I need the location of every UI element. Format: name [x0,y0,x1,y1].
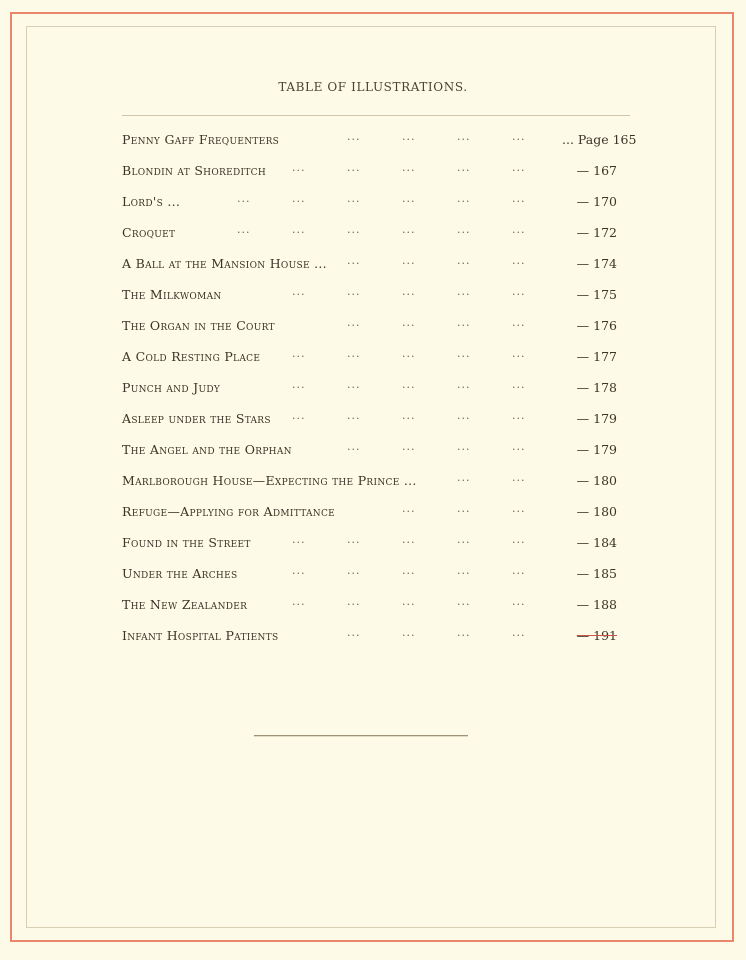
list-item [122,535,622,566]
dot-leader: ... [402,285,416,298]
list-item [122,349,622,380]
entry-page: — 188 [576,597,617,612]
dot-leader: ... [512,347,526,360]
dot-leader: ... [402,409,416,422]
dot-leader: ... [457,223,471,236]
dot-leader: ... [457,130,471,143]
dot-leader: ... [347,223,361,236]
dot-leader: ... [347,595,361,608]
dot-leader: ... [237,223,251,236]
dot-leader: ... [512,378,526,391]
entry-page: — 185 [576,566,617,581]
entry-page: — 175 [576,287,617,302]
dot-leader: ... [292,192,306,205]
entry-label: Refuge—Applying for Admittance [122,504,336,519]
dot-leader: ... [457,533,471,546]
dot-leader: ... [347,564,361,577]
entry-label: Penny Gaff Frequenters [122,132,280,147]
dot-leader: ... [457,502,471,515]
dot-leader: ... [402,378,416,391]
entry-page: — 174 [576,256,617,271]
dot-leader: ... [292,378,306,391]
dot-leader: ... [292,564,306,577]
dot-leader: ... [512,595,526,608]
dot-leader: ... [402,626,416,639]
entry-page: — 170 [576,194,617,209]
dot-leader: ... [347,378,361,391]
dot-leader: ... [512,161,526,174]
dot-leader: ... [457,285,471,298]
dot-leader: ... [402,161,416,174]
dot-leader: ... [457,378,471,391]
dot-leader: ... [457,409,471,422]
list-item [122,411,622,442]
dot-leader: ... [402,595,416,608]
entry-page: — 177 [576,349,617,364]
entry-label: Found in the Street [122,535,251,550]
dot-leader: ... [347,316,361,329]
entry-label: The Organ in the Court [122,318,275,333]
entry-label: Under the Arches [122,566,238,581]
dot-leader: ... [402,502,416,515]
entry-label: Croquet [122,225,176,240]
entry-page: — 191 [576,628,617,643]
entry-page: — 180 [576,504,617,519]
dot-leader: ... [457,347,471,360]
entry-page: ... Page 165 [562,132,637,147]
list-item [122,597,622,628]
entry-page: — 167 [576,163,617,178]
entry-label: The Milkwoman [122,287,222,302]
entry-label: A Cold Resting Place [122,349,261,364]
dot-leader: ... [402,254,416,267]
dot-leader: ... [237,192,251,205]
dot-leader: ... [292,285,306,298]
list-item [122,318,622,349]
dot-leader: ... [512,626,526,639]
dot-leader: ... [512,285,526,298]
list-item [122,130,637,163]
dot-leader: ... [457,626,471,639]
entry-label: Lord's ... [122,194,181,209]
dot-leader: ... [512,471,526,484]
dot-leader: ... [512,316,526,329]
entry-page: — 176 [576,318,617,333]
dot-leader: ... [347,161,361,174]
dot-leader: ... [292,223,306,236]
list-item [122,628,622,659]
dot-leader: ... [402,223,416,236]
dot-leader: ... [347,347,361,360]
dot-leader: ... [512,192,526,205]
bottom-rule [254,735,468,736]
dot-leader: ... [402,533,416,546]
dot-leader: ... [512,130,526,143]
list-item [122,256,622,287]
entry-label: A Ball at the Mansion House ... [122,256,327,271]
list-item [122,380,622,411]
entry-label: Blondin at Shoreditch [122,163,266,178]
list-item [122,473,622,504]
dot-leader: ... [402,316,416,329]
dot-leader: ... [347,130,361,143]
entry-label: Asleep under the Stars [122,411,271,426]
dot-leader: ... [512,223,526,236]
dot-leader: ... [457,471,471,484]
dot-leader: ... [292,595,306,608]
dot-leader: ... [457,192,471,205]
entry-page: — 178 [576,380,617,395]
entry-label: Marlborough House—Expecting the Prince ... [122,473,417,488]
entry-page: — 184 [576,535,617,550]
dot-leader: ... [402,564,416,577]
dot-leader: ... [512,254,526,267]
dot-leader: ... [347,440,361,453]
dot-leader: ... [512,440,526,453]
dot-leader: ... [292,409,306,422]
list-item [122,225,622,256]
dot-leader: ... [402,440,416,453]
dot-leader: ... [512,409,526,422]
dot-leader: ... [402,192,416,205]
entry-page: — 180 [576,473,617,488]
entry-label: Punch and Judy [122,380,221,395]
dot-leader: ... [292,533,306,546]
list-item [122,287,622,318]
entry-page: — 179 [576,411,617,426]
dot-leader: ... [457,161,471,174]
title-rule [122,115,630,116]
list-item [122,194,622,225]
dot-leader: ... [347,533,361,546]
dot-leader: ... [347,626,361,639]
list-item [122,566,622,597]
list-item [122,163,622,194]
dot-leader: ... [512,564,526,577]
page-title: TABLE OF ILLUSTRATIONS. [278,80,468,94]
dot-leader: ... [512,533,526,546]
dot-leader: ... [347,254,361,267]
dot-leader: ... [512,502,526,515]
list-item [122,504,622,535]
dot-leader: ... [402,347,416,360]
dot-leader: ... [402,130,416,143]
entry-page: — 179 [576,442,617,457]
dot-leader: ... [347,192,361,205]
entry-page: — 172 [576,225,617,240]
dot-leader: ... [292,347,306,360]
entry-label: The Angel and the Orphan [122,442,292,457]
dot-leader: ... [457,254,471,267]
dot-leader: ... [457,595,471,608]
dot-leader: ... [347,285,361,298]
dot-leader: ... [457,440,471,453]
dot-leader: ... [457,316,471,329]
entry-label: Infant Hospital Patients [122,628,279,643]
entry-label: The New Zealander [122,597,248,612]
list-item [122,442,622,473]
dot-leader: ... [457,564,471,577]
dot-leader: ... [347,409,361,422]
illustrations-list [122,130,637,659]
dot-leader: ... [292,161,306,174]
